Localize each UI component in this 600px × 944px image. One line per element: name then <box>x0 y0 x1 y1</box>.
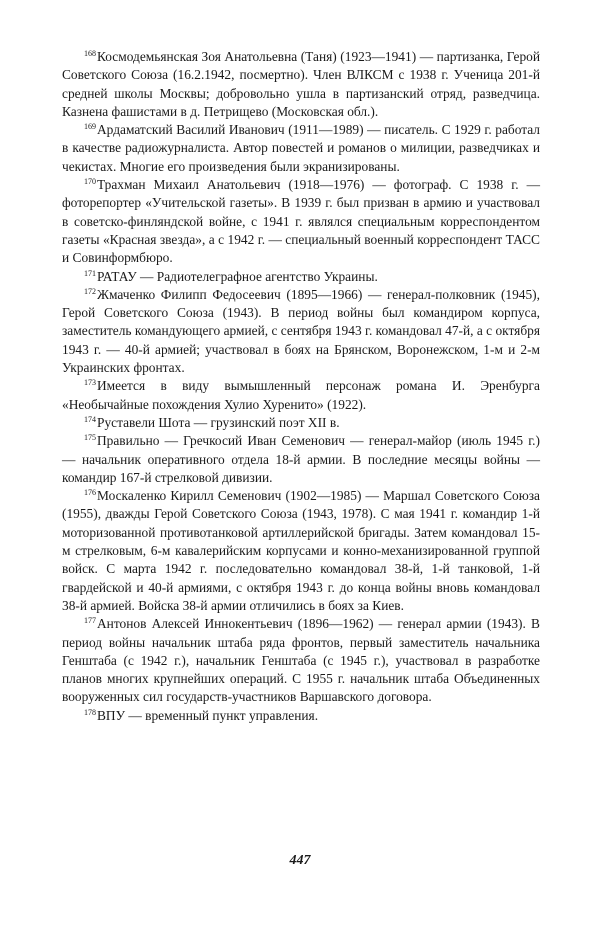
footnote-169 <box>62 121 540 176</box>
footnote-number: 171 <box>84 268 96 278</box>
footnote-172 <box>62 286 540 377</box>
footnote-text: Ардаматский Василий Иванович (1911—1989) — писатель. С 1929 г. работал в качестве радиожурналиста. Автор повестей и романов о милиции, разведчиках и чекистах. Многие его произведения были экранизированы. <box>62 122 540 174</box>
footnote-text: Москаленко Кирилл Семенович (1902—1985) — Маршал Советского Союза (1955), дважды Герой Советского Союза (1943, 1978). С мая 1941 г. командир 1-й моторизованной противотанковой артиллерийской бригады. Затем командовал 15-м стрелковым, 6-м кавалерийским корпусами и конно-механизированной группой войск. С марта 1942 г. последовательно командовал 38-й, 1-й танковой, 1-й гвардейской и 40-й армиями, с октября 1943 г. до конца войны вновь командовал 38-й армией. Войска 38-й армии отличились в боях за Киев. <box>62 488 540 613</box>
footnotes-block <box>62 48 540 725</box>
footnote-number: 174 <box>84 414 96 424</box>
footnote-text: Имеется в виду вымышленный персонаж романа И. Эренбурга «Необычайные похождения Хулио Хуренито» (1922). <box>62 378 540 412</box>
footnote-number: 176 <box>84 488 96 498</box>
footnote-number: 172 <box>84 286 96 296</box>
footnote-174 <box>62 414 540 432</box>
footnote-170 <box>62 176 540 267</box>
footnote-number: 170 <box>84 177 96 187</box>
footnote-171 <box>62 268 540 286</box>
footnote-text: РАТАУ — Радиотелеграфное агентство Украины. <box>97 268 378 284</box>
footnote-text: ВПУ — временный пункт управления. <box>97 707 319 723</box>
footnote-text: Космодемьянская Зоя Анатольевна (Таня) (1923—1941) — партизанка, Герой Советского Союза (16.2.1942, посмертно). Член ВЛКСМ с 1938 г. Ученица 201-й средней школы Москвы; добровольно ушла в партизанский отряд, разведчица. Казнена фашистами в д. Петрищево (Московская обл.). <box>62 49 540 119</box>
footnote-number: 168 <box>84 49 96 58</box>
footnote-number: 177 <box>84 616 96 626</box>
footnote-text: Руставели Шота — грузинский поэт XII в. <box>97 414 340 430</box>
footnote-178 <box>62 707 540 725</box>
footnote-173 <box>62 377 540 414</box>
footnote-text: Жмаченко Филипп Федосеевич (1895—1966) — генерал-полковник (1945), Герой Советского Союза (1943). В период войны был командиром корпуса, заместитель командующего армией, с сентября 1943 г. командовал 47-й, а с октября 1943 г. — 40-й армией; участвовал в боях на Брянском, Воронежском, 1-м и 2-м Украинских фронтах. <box>62 286 540 376</box>
footnote-number: 169 <box>84 122 96 132</box>
footnote-176 <box>62 487 540 615</box>
footnote-text: Трахман Михаил Анатольевич (1918—1976) — фотограф. С 1938 г. — фоторепортер «Учительской газеты». В 1939 г. был призван в армию и участвовал в советско-финляндской войне, с 1941 г. являлся специальным корреспондентом газеты «Красная звезда», а с 1942 г. — специальный военный корреспондент ТАСС и Совинформбюро. <box>62 177 540 266</box>
footnote-175 <box>62 432 540 487</box>
footnote-number: 178 <box>84 707 96 717</box>
footnote-number: 175 <box>84 433 96 443</box>
footnote-text: Антонов Алексей Иннокентьевич (1896—1962) — генерал армии (1943). В период войны начальник штаба ряда фронтов, первый заместитель начальника Генштаба (с 1942 г.), начальник Генштаба (с 1945 г.), участвовал в разработке планов многих крупнейших операций. С 1955 г. начальник штаба Объединенных вооруженных сил государств-участников Варшавского договора. <box>62 616 540 705</box>
footnote-168 <box>62 48 540 121</box>
footnote-text: Правильно — Гречкосий Иван Семенович — генерал-майор (июль 1945 г.) — начальник оперативного отдела 18-й армии. В последние месяцы войны — командир 167-й стрелковой дивизии. <box>62 433 540 485</box>
footnote-number: 173 <box>84 378 96 388</box>
page-number: 447 <box>289 853 311 868</box>
footnote-177 <box>62 615 540 706</box>
